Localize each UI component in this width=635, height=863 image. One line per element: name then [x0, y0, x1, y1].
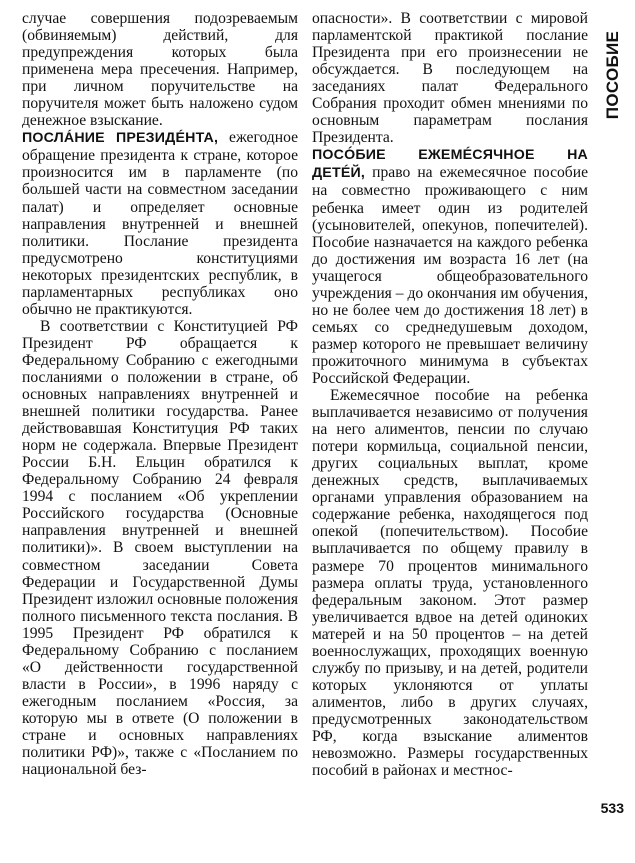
paragraph-continuation: опасности». В соответствии с мировой парламентской практикой послание Президента при его произнесении не обсуждается. В последующем на заседаниях палат Федерального Собрания проходит обмен мнениями по основным параметрам послания Президента.	[312, 10, 588, 147]
entry-posobie-ezhemesyachnoe	[312, 146, 588, 387]
entry-heading: ПОСÓБИЕ ЕЖЕМÉСЯЧНОЕ НА ДЕТÉЙ,	[312, 147, 588, 182]
running-head	[601, 20, 625, 130]
entry-text: ежегодное обращение президента к стране, которое произносится им в парламенте (по большей части на совместном заседании палат) и определяет основные направления внутренней и внешней политики. Послание президента предусмотрено конституциями некоторых президентских республик, в парламентарных республиках оно обычно не практикуются.	[22, 129, 298, 318]
running-head-text: ПОСОБИЕ	[603, 30, 622, 120]
entry-text: право на ежемесячное пособие на совместно проживающего с ним ребенка имеет один из родителей (усыновителей, опекунов, попечителей). Пособие назначается на каждого ребенка до достижения им возраста 16 лет (на учащегося общеобразовательного учреждения – до окончания им обучения, но не более чем до достижения 18 лет) в семьях со среднедушевым доходом, размер которого не превышает величину прожиточного минимума в субъектах Российской Федерации.	[312, 164, 588, 387]
entry-poslanie-prezidenta	[22, 129, 298, 318]
paragraph: Ежемесячное пособие на ребенка выплачивается независимо от получения на него алиментов, пенсии по случаю потери кормильца, социальной пенсии, других социальных выплат, кроме денежных средств, выплачиваемых органами управления образованием на содержание ребенка, находящегося под опекой (попечительством). Пособие выплачивается по общему правилу в размере 70 процентов минимального размера оплаты труда, установленного федеральным законом. Этот размер увеличивается вдвое на детей одиноких матерей и на 50 процентов – на детей военнослужащих, проходящих военную службу по призыву, и на детей, родители которых уклоняются от уплаты алиментов, либо в других случаях, предусмотренных законодательством РФ, когда взыскание алиментов невозможно. Размеры государственных пособий в районах и местнос-	[312, 387, 588, 780]
left-column	[22, 10, 298, 778]
page-number: 533	[600, 800, 624, 816]
entry-heading: ПОСЛÁНИЕ ПРЕЗИДÉНТА,	[22, 130, 219, 147]
right-column	[312, 10, 588, 779]
paragraph: В соответствии с Конституцией РФ Президент РФ обращается к Федеральному Собранию с ежегодными посланиями о положении в стране, об основных направлениях внутренней и внешней политики государства. Ранее действовавшая Конституция РФ таких норм не содержала. Впервые Президент России Б.Н. Ельцин обратился к Федеральному Собранию 24 февраля 1994 с посланием «Об укреплении Российского государства (Основные направления внутренней и внешней политики)». В своем выступлении на совместном заседании Совета Федерации и Государственной Думы Президент изложил основные положения полного письменного текста послания. В 1995 Президент РФ обратился к Федеральному Собранию с посланием «О действенности государственной власти в России», в 1996 наряду с ежегодным посланием «Россия, за которую мы в ответе (О положении в стране и основных направлениях политики РФ)», также с «Посланием по национальной без-	[22, 317, 298, 779]
paragraph-continuation: случае совершения подозреваемым (обвиняемым) действий, для предупреждения которых была применена мера пресечения. Например, при личном поручительстве на поручителя может быть наложено судом денежное взыскание.	[22, 10, 298, 130]
